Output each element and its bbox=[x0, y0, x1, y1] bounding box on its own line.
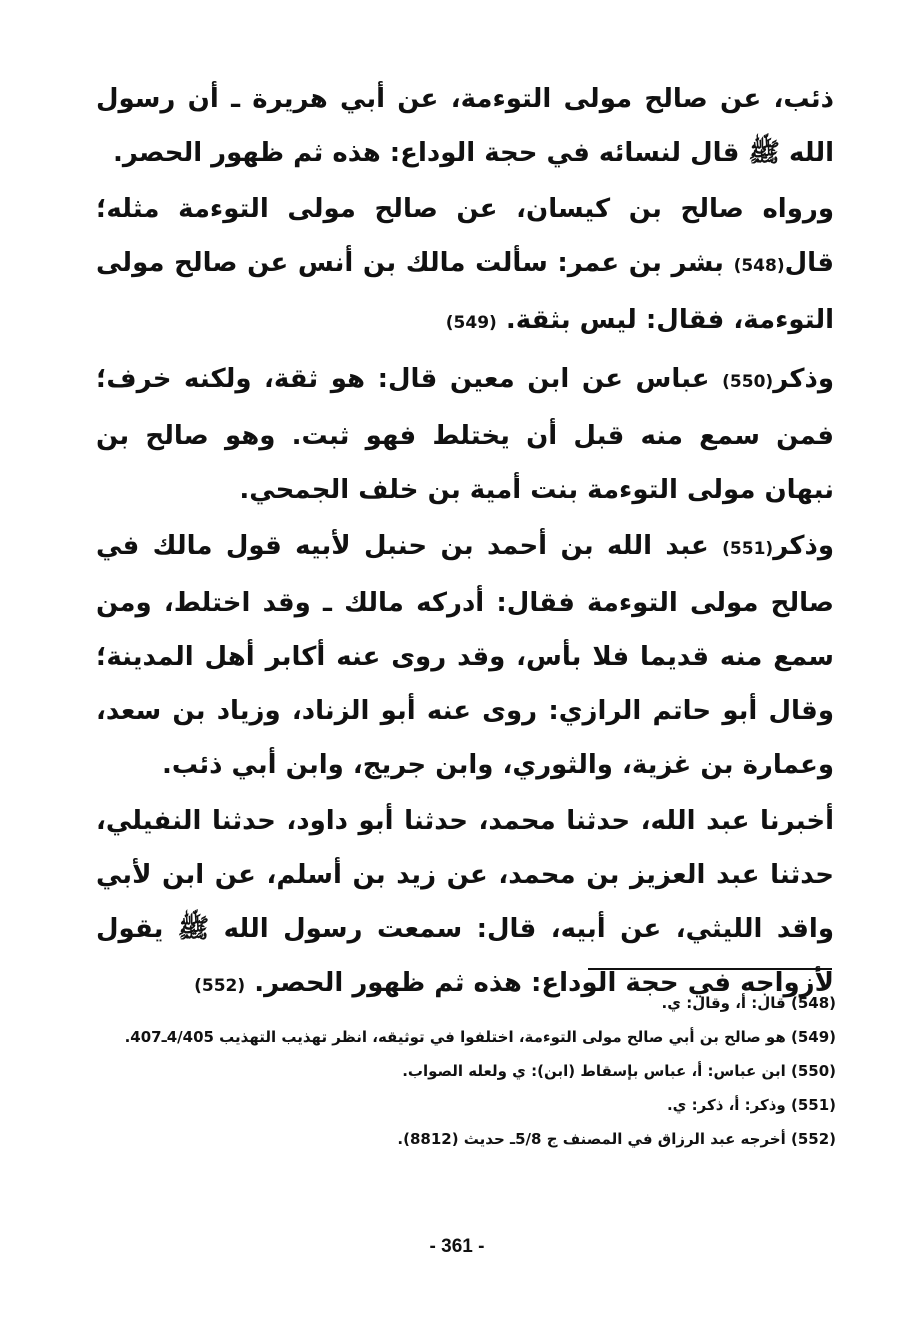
paragraph-text: أخبرنا عبد الله، حدثنا محمد، حدثنا أبو داود، حدثنا النفيلي، حدثنا عبد العزيز بن محمد، عن زيد بن أسلم، عن ابن لأبي واقد الليثي، عن أبيه، قال: سمعت رسول الله ﷺ يقول لأزواجه في حجة الوداع: هذه ثم ظهور الحصر. bbox=[96, 806, 834, 998]
paragraph-5 bbox=[96, 794, 834, 1013]
paragraph-4 bbox=[96, 519, 834, 792]
footnote-ref-551: (551) bbox=[722, 539, 774, 559]
footnote-551: (551) وذكر: أ، ذكر: ي. bbox=[666, 1096, 836, 1114]
footnote-550: (550) ابن عباس: أ، عباس بإسقاط (ابن): ي ولعله الصواب. bbox=[402, 1062, 836, 1080]
paragraph-text: عبد الله بن أحمد بن حنبل لأبيه قول مالك في صالح مولى التوءمة فقال: أدركه مالك ـ وقد اختلط، ومن سمع منه قديما فلا بأس، وقد روى عنه أكابر أهل المدينة؛ وقال أبو حاتم الرازي: روى عنه أبو الزناد، وزياد بن سعد، وعمارة بن غزية، والثوري، وابن جريج، وابن أبي ذئب. bbox=[96, 531, 834, 780]
paragraph-text: عباس عن ابن معين قال: هو ثقة، ولكنه خرف؛ فمن سمع منه قبل أن يختلط فهو ثبت. وهو صالح بن نبهان مولى التوءمة بنت أمية بن خلف الجمحي. bbox=[96, 364, 834, 505]
paragraph-text: وذكر bbox=[773, 364, 834, 394]
page-number: - 361 - bbox=[429, 1236, 485, 1257]
footnote-ref-550: (550) bbox=[722, 372, 774, 392]
paragraph-text: ذئب، عن صالح مولى التوءمة، عن أبي هريرة ـ أن رسول الله ﷺ قال لنسائه في حجة الوداع: هذه ثم ظهور الحصر. bbox=[96, 84, 834, 168]
footnote-ref-548: (548) bbox=[733, 256, 785, 276]
footnote-ref-552: (552) bbox=[194, 976, 246, 996]
footnote-552: (552) أخرجه عبد الرزاق في المصنف ج 5/8ـ حديث (8812). bbox=[397, 1130, 836, 1148]
footnotes bbox=[124, 986, 836, 1156]
footnote-549: (549) هو صالح بن أبي صالح مولى التوءمة، اختلفوا في توثيقه، انظر تهذيب التهذيب 4/405ـ407. bbox=[124, 1028, 836, 1046]
footnote-ref-549: (549) bbox=[445, 313, 497, 333]
paragraph-2 bbox=[96, 182, 834, 350]
footnote-separator bbox=[588, 968, 832, 970]
footnote-548: (548) قال: أ، وقال: ي. bbox=[661, 994, 836, 1012]
paragraph-text: ورواه صالح بن كيسان، عن صالح مولى التوءمة مثله؛ قال bbox=[96, 194, 834, 278]
paragraph-1 bbox=[96, 72, 834, 180]
main-text bbox=[96, 72, 834, 1013]
paragraph-text: وذكر bbox=[773, 531, 834, 561]
paragraph-text: بشر بن عمر: سألت مالك بن أنس عن صالح مولى التوءمة، فقال: ليس بثقة. bbox=[96, 248, 834, 335]
paragraph-3 bbox=[96, 352, 834, 517]
